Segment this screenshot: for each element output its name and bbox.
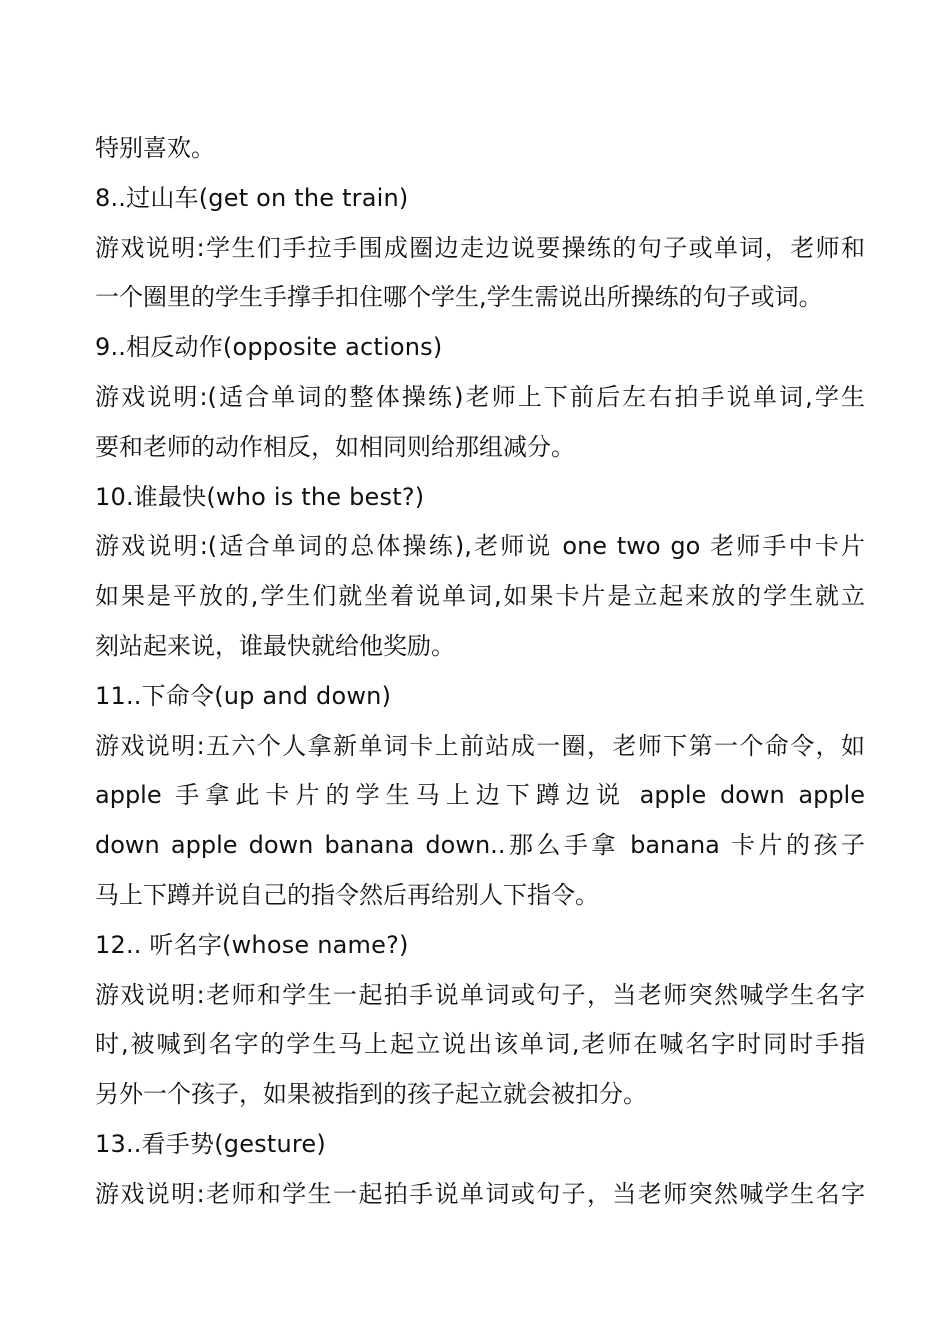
game-heading: 9..相反动作(opposite actions) bbox=[95, 333, 443, 362]
text-line: 游戏说明:(适合单词的整体操练)老师上下前后左右拍手说单词,学生 bbox=[95, 382, 865, 411]
text-line: apple 手拿此卡片的学生马上边下蹲边说 apple down apple bbox=[95, 781, 865, 810]
text-line: 游戏说明:(适合单词的总体操练),老师说 one two go 老师手中卡片 bbox=[95, 532, 865, 561]
text-line: 马上下蹲并说自己的指令然后再给别人下指令。 bbox=[95, 880, 599, 909]
game-heading: 13..看手势(gesture) bbox=[95, 1129, 326, 1158]
text-line: 如果是平放的,学生们就坐着说单词,如果卡片是立起来放的学生就立 bbox=[95, 582, 865, 611]
text-line: 一个圈里的学生手撑手扣住哪个学生,学生需说出所操练的句子或词。 bbox=[95, 283, 823, 312]
text-line: 刻站起来说，谁最快就给他奖励。 bbox=[95, 631, 455, 660]
game-heading: 12.. 听名字(whose name?) bbox=[95, 930, 409, 959]
game-heading: 8..过山车(get on the train) bbox=[95, 183, 409, 212]
text-line: 特别喜欢。 bbox=[95, 134, 215, 162]
text-line: 要和老师的动作相反，如相同则给那组减分。 bbox=[95, 432, 575, 461]
game-heading: 11..下命令(up and down) bbox=[95, 681, 392, 710]
text-line: 游戏说明:老师和学生一起拍手说单词或句子，当老师突然喊学生名字 bbox=[95, 1179, 865, 1208]
text-line: down apple down banana down..那么手拿 banana 卡片的孩子 bbox=[95, 831, 865, 860]
text-line: 游戏说明:学生们手拉手围成圈边走边说要操练的句子或单词，老师和 bbox=[95, 233, 865, 262]
text-line: 时,被喊到名字的学生马上起立说出该单词,老师在喊名字时同时手指 bbox=[95, 1030, 865, 1059]
text-line: 另外一个孩子，如果被指到的孩子起立就会被扣分。 bbox=[95, 1080, 647, 1109]
document-page bbox=[95, 124, 865, 1220]
text-line: 游戏说明:老师和学生一起拍手说单词或句子，当老师突然喊学生名字 bbox=[95, 980, 865, 1009]
text-line: 游戏说明:五六个人拿新单词卡上前站成一圈，老师下第一个命令，如 bbox=[95, 731, 865, 760]
game-heading: 10.谁最快(who is the best?) bbox=[95, 482, 425, 511]
